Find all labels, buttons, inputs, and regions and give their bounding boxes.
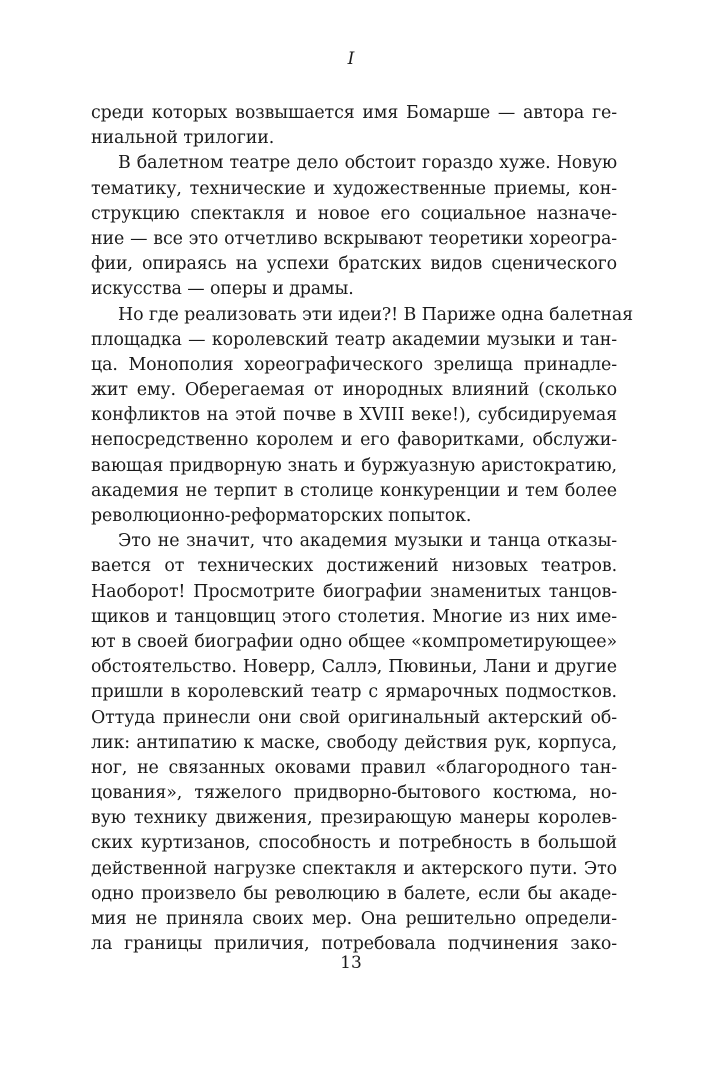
text-line: ла границы приличия, потребовала подчинения зако- [91, 934, 617, 955]
text-line: лик: антипатию к маске, свободу действия рук, корпуса, [91, 732, 617, 753]
text-line: ских куртизанов, способность и потребность в большой [91, 833, 617, 854]
text-line: вую технику движения, презирающую манеры королев- [91, 808, 617, 829]
text-line: вающая придворную знать и буржуазную аристократию, [91, 455, 617, 476]
text-line: действенной нагрузке спектакля и актерского пути. Это [91, 858, 617, 879]
paragraph-start-line: Это не значит, что академия музыки и танца отказы- [118, 531, 617, 552]
text-line: искусства — оперы и драмы. [91, 279, 354, 300]
body-text [91, 101, 634, 957]
text-line: пришли в королевский театр с ярмарочных подмостков. [91, 682, 617, 703]
text-line: обстоятельство. Новерр, Саллэ, Пювиньи, Лани и другие [91, 657, 617, 678]
text-line: площадка — королевский театр академии музыки и тан- [91, 329, 617, 350]
text-line: ют в своей биографии одно общее «компрометирующее» [91, 631, 617, 652]
text-line: ног, не связанных оковами правил «благородного тан- [91, 757, 617, 778]
text-line: тематику, технические и художественные приемы, кон- [91, 178, 617, 199]
text-line: цования», тяжелого придворно-бытового костюма, но- [91, 783, 617, 804]
text-line: щиков и танцовщиц этого столетия. Многие из них име- [91, 606, 617, 627]
text-line: жит ему. Оберегаемая от инородных влияний (сколько [91, 380, 617, 401]
text-line: фии, опираясь на успехи братских видов сценического [91, 254, 617, 275]
text-line: Оттуда принесли они свой оригинальный актерский об- [91, 707, 617, 728]
text-line: среди которых возвышается имя Бомарше — автора ге- [91, 103, 617, 123]
text-line: струкцию спектакля и новое его социальное назначе- [91, 203, 617, 224]
text-line: Наоборот! Просмотрите биографии знаменитых танцов- [91, 581, 617, 602]
text-line: мия не приняла своих мер. Она решительно определи- [91, 909, 617, 929]
paragraph-start-line: Но где реализовать эти идеи?! В Париже одна балетная [118, 304, 634, 325]
running-head: I [347, 49, 355, 69]
page-number: 13 [340, 953, 362, 973]
text-line: революционно-реформаторских попыток. [91, 506, 472, 526]
text-line: одно произвело бы революцию в балете, если бы акаде- [91, 883, 617, 904]
text-line: академия не терпит в столице конкуренции и тем более [91, 480, 617, 501]
text-line: ние — все это отчетливо вскрывают теоретики хореогра- [91, 228, 617, 249]
paragraph-start-line: В балетном театре дело обстоит гораздо хуже. Новую [118, 153, 617, 174]
text-line: непосредственно королем и его фаворитками, обслужи- [91, 430, 617, 451]
text-line: ниальной трилогии. [91, 128, 275, 149]
text-line: ца. Монополия хореографического зрелища принадле- [91, 354, 617, 375]
text-line: вается от технических достижений низовых театров. [91, 556, 617, 577]
text-line: конфликтов на этой почве в XVIII веке!), субсидируемая [91, 405, 617, 426]
